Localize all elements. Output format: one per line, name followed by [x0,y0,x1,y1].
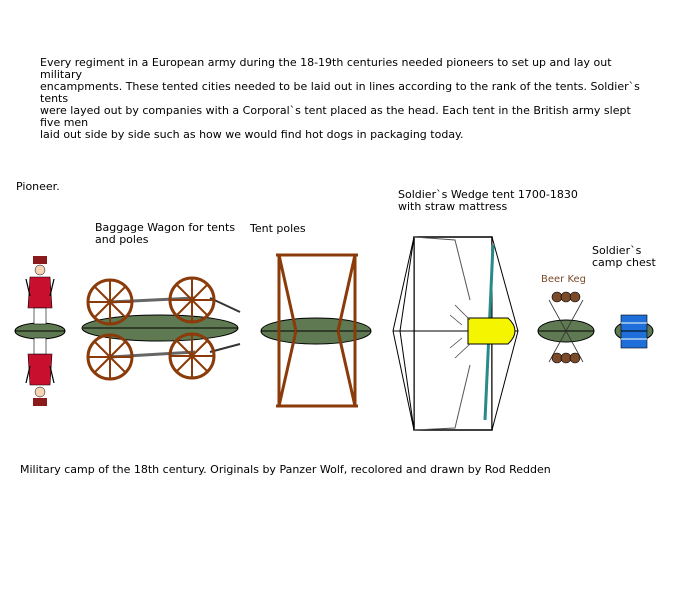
tent-poles-counter [261,255,371,406]
pioneer-figure-top [26,256,54,324]
baggage-wagon-counter [82,278,240,379]
beer-keg-label: Beer Keg [541,274,587,285]
wedge-tent-label: Soldier`s Wedge tent 1700-1830 with straw mattress [398,188,578,213]
beer-keg-counter [538,292,594,363]
keg-icon-top [552,292,580,302]
camp-chest-counter [615,315,653,348]
tent-poles-label: Tent poles [250,222,306,235]
wedge-tent [393,237,518,430]
pioneer-figure-bottom [26,338,54,406]
camp-chest-label: Soldier`s camp chest [592,244,656,269]
pioneer-counter [15,256,65,406]
intro-paragraph: Every regiment in a European army during the 18-19th centuries needed pioneers to set up and lay out military encampments. These tented cities needed to be laid out in lines according to the rank of the tents. Soldier`s tents were layed out by companies with a Corporal`s tent placed as the head. Each tent in the British army slept five men laid out side by side such as how we would find hot dogs in packaging today. [40,56,640,141]
wagon-label: Baggage Wagon for tents and poles [95,221,236,246]
keg-icon-bottom [552,353,580,363]
pioneer-label: Pioneer. [16,180,60,193]
straw-mattress [468,318,515,344]
credits-caption: Military camp of the 18th century. Originals by Panzer Wolf, recolored and drawn by Rod Redden [20,463,551,476]
